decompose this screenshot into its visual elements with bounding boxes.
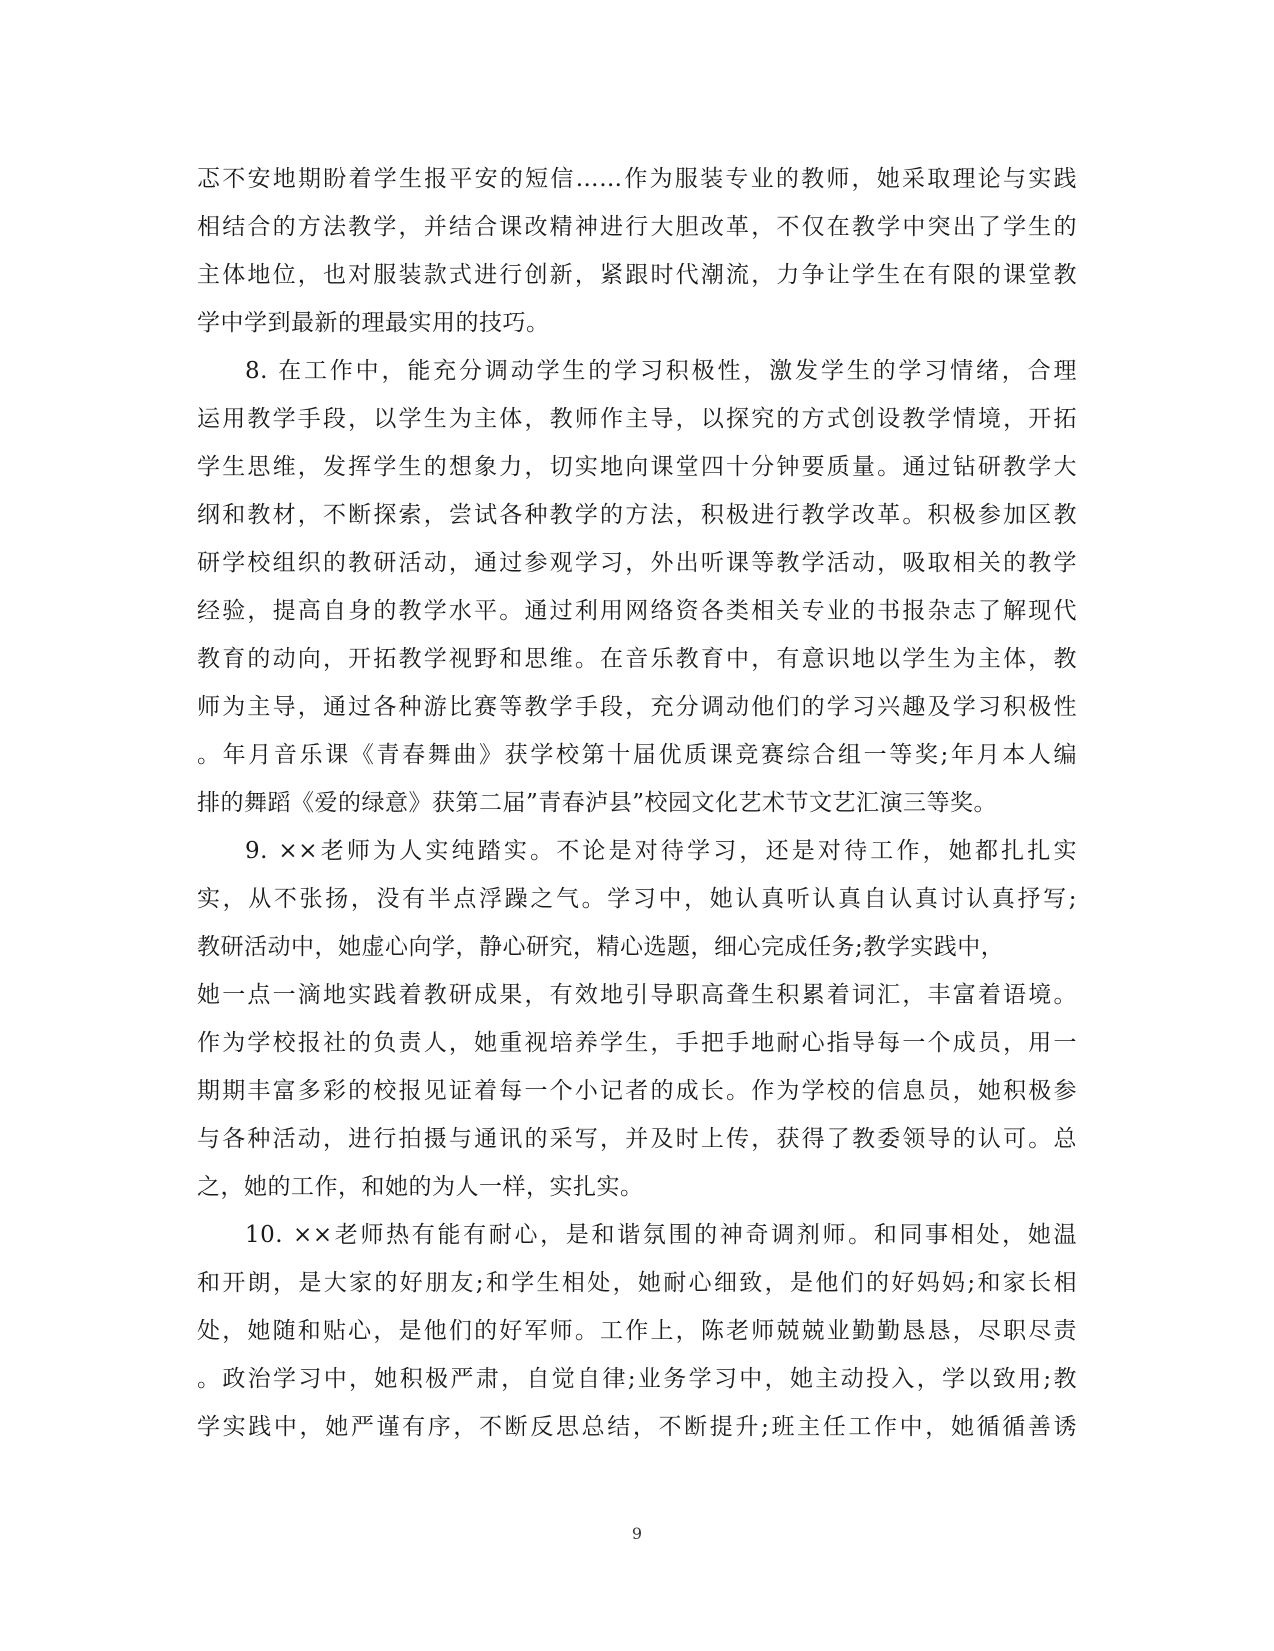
- text-line: 作为学校报社的负责人，她重视培养学生，手把手地耐心指导每一个成员，用一: [197, 1030, 1077, 1056]
- text-line: 。政治学习中，她积极严肃，自觉自律;业务学习中，她主动投入，学以致用;教: [197, 1366, 1077, 1392]
- page-number: 9: [631, 1524, 643, 1543]
- text-line: 与各种活动，进行拍摄与通讯的采写，并及时上传，获得了教委领导的认可。总: [197, 1126, 1077, 1152]
- text-line: 主体地位，也对服装款式进行创新，紧跟时代潮流，力争让学生在有限的课堂教: [197, 262, 1077, 288]
- text-line: 学实践中，她严谨有序，不断反思总结，不断提升;班主任工作中，她循循善诱: [197, 1414, 1077, 1440]
- text-line: 她一点一滴地实践着教研成果，有效地引导职高聋生积累着词汇，丰富着语境。: [197, 982, 1077, 1008]
- text-line: 相结合的方法教学，并结合课改精神进行大胆改革，不仅在教学中突出了学生的: [197, 214, 1077, 240]
- paragraph-8-first-line: 8. 在工作中，能充分调动学生的学习积极性，激发学生的学习情绪，合理: [245, 358, 1077, 384]
- text-line: 研学校组织的教研活动，通过参观学习，外出听课等教学活动，吸取相关的教学: [197, 550, 1077, 576]
- text-line: 教育的动向，开拓教学视野和思维。在音乐教育中，有意识地以学生为主体，教: [197, 646, 1077, 672]
- text-line: 处，她随和贴心，是他们的好军师。工作上，陈老师兢兢业勤勤恳恳，尽职尽责: [197, 1318, 1077, 1344]
- text-line: 期期丰富多彩的校报见证着每一个小记者的成长。作为学校的信息员，她积极参: [197, 1078, 1077, 1104]
- text-line: 师为主导，通过各种游比赛等教学手段，充分调动他们的学习兴趣及学习积极性: [197, 694, 1077, 720]
- text-line: 实，从不张扬，没有半点浮躁之气。学习中，她认真听认真自认真讨认真抒写;: [197, 886, 1077, 912]
- body-text: [197, 155, 1077, 1451]
- text-line: 之，她的工作，和她的为人一样，实扎实。: [197, 1174, 644, 1200]
- text-line: 和开朗，是大家的好朋友;和学生相处，她耐心细致，是他们的好妈妈;和家长相: [197, 1270, 1077, 1296]
- paragraph-9-first-line: 9. ××老师为人实纯踏实。不论是对待学习，还是对待工作，她都扎扎实: [245, 838, 1077, 864]
- text-line: 忑不安地期盼着学生报平安的短信……作为服装专业的教师，她采取理论与实践: [197, 166, 1077, 192]
- text-line: 学生思维，发挥学生的想象力，切实地向课堂四十分钟要质量。通过钻研教学大: [197, 454, 1077, 480]
- text-line: 运用教学手段，以学生为主体，教师作主导，以探究的方式创设教学情境，开拓: [197, 406, 1077, 432]
- paragraph-10-first-line: 10. ××老师热有能有耐心，是和谐氛围的神奇调剂师。和同事相处，她温: [245, 1222, 1077, 1248]
- text-line: 。年月音乐课《青春舞曲》获学校第十届优质课竞赛综合组一等奖;年月本人编: [197, 742, 1077, 768]
- text-line: 纲和教材，不断探索，尝试各种教学的方法，积极进行教学改革。积极参加区教: [197, 502, 1077, 528]
- text-line: 经验，提高自身的教学水平。通过利用网络资各类相关专业的书报杂志了解现代: [197, 598, 1077, 624]
- text-line: 教研活动中，她虚心向学，静心研究，精心选题，细心完成任务;教学实践中，: [197, 934, 1005, 960]
- text-line: 排的舞蹈《爱的绿意》获第二届”青春泸县”校园文化艺术节文艺汇演三等奖。: [197, 790, 998, 816]
- text-line: 学中学到最新的理最实用的技巧。: [197, 310, 550, 336]
